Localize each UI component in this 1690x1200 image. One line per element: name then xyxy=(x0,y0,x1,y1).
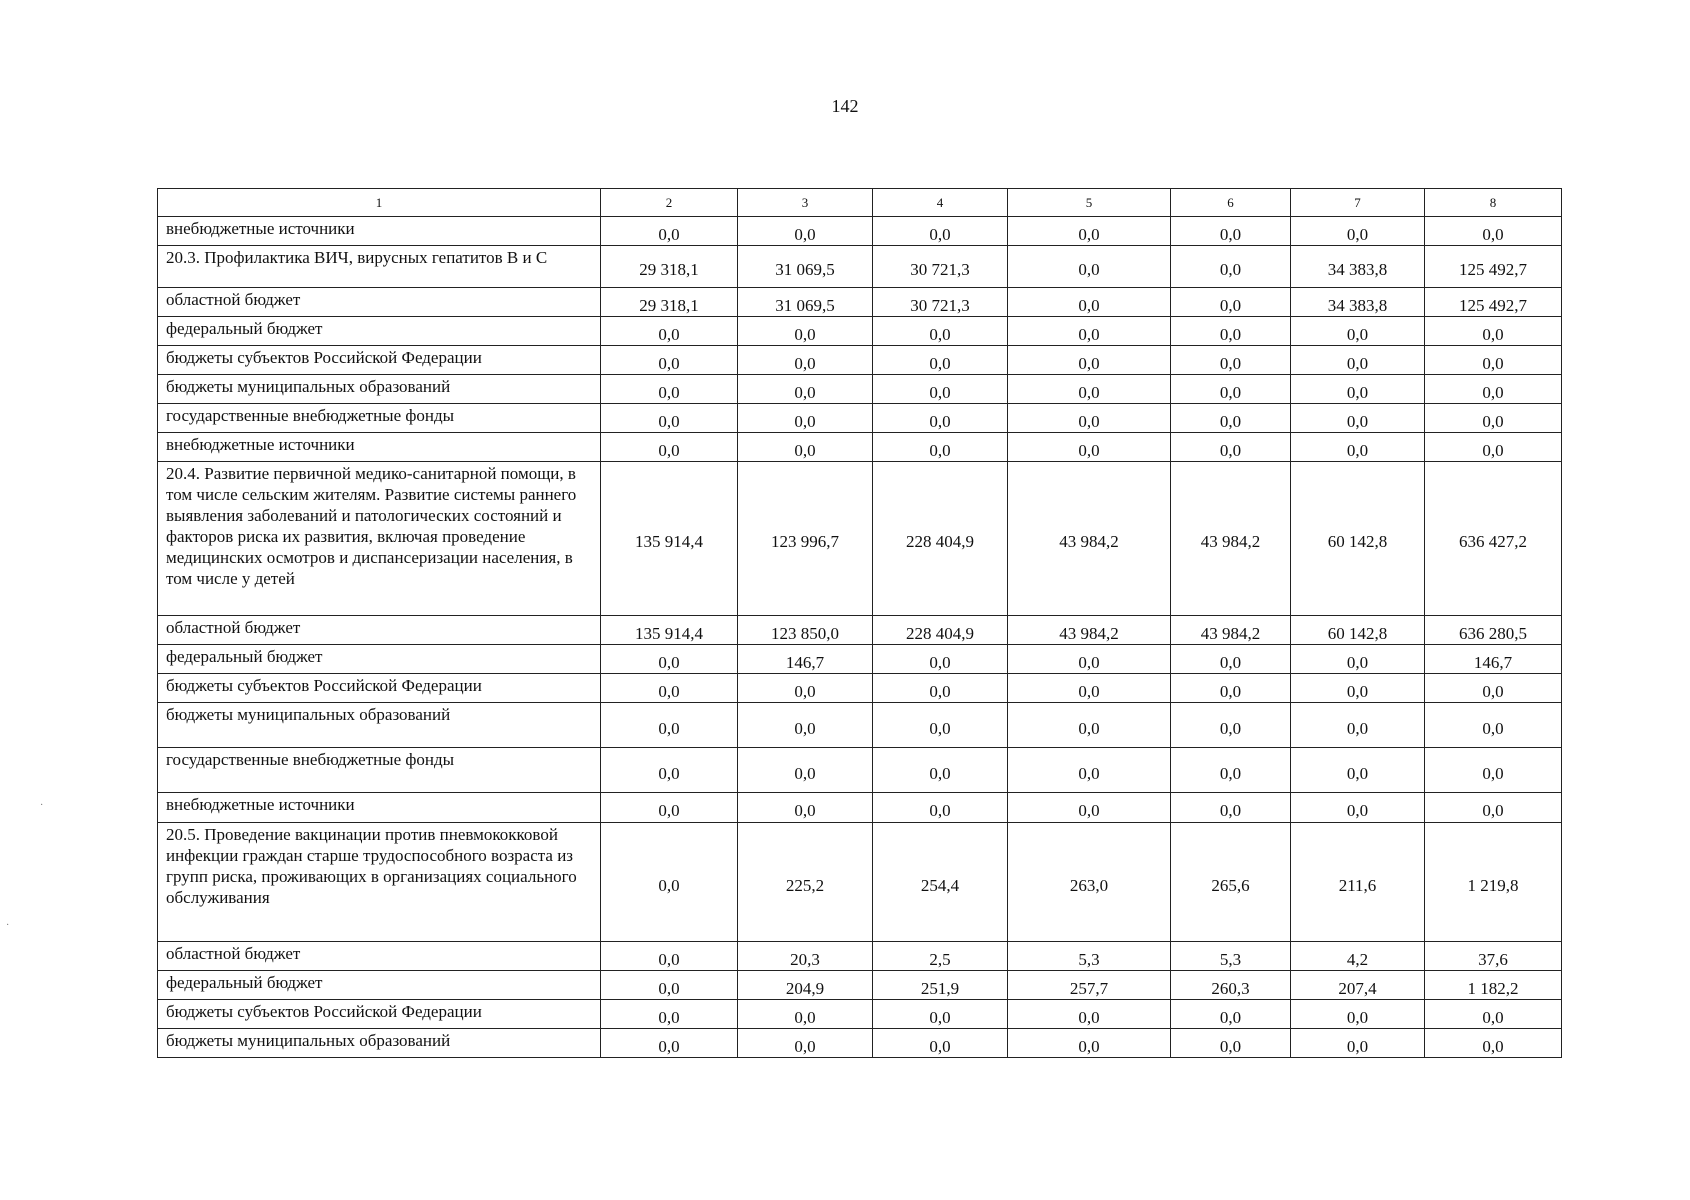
value-cell: 260,3 xyxy=(1171,971,1291,1000)
value-cell: 0,0 xyxy=(873,645,1008,674)
table-row xyxy=(158,1029,1562,1058)
value-cell: 60 142,8 xyxy=(1291,462,1425,616)
value-cell: 225,2 xyxy=(738,823,873,942)
value-cell: 4,2 xyxy=(1291,942,1425,971)
value-cell: 0,0 xyxy=(873,1029,1008,1058)
value-cell: 0,0 xyxy=(1171,217,1291,246)
value-cell: 0,0 xyxy=(873,703,1008,748)
value-cell: 0,0 xyxy=(873,346,1008,375)
value-cell: 0,0 xyxy=(1171,748,1291,793)
table-row xyxy=(158,971,1562,1000)
value-cell: 43 984,2 xyxy=(1008,616,1171,645)
value-cell: 0,0 xyxy=(1425,674,1562,703)
value-cell: 0,0 xyxy=(601,433,738,462)
value-cell: 254,4 xyxy=(873,823,1008,942)
value-cell: 125 492,7 xyxy=(1425,288,1562,317)
row-label: 20.4. Развитие первичной медико-санитарной помощи, в том числе сельским жителям. Развитие системы раннего выявления заболеваний и патологических состояний и факторов риска их развития, включая проведение медицинских осмотров и диспансеризации населения, в том числе у детей xyxy=(158,462,601,616)
scan-speck: · xyxy=(6,920,10,931)
value-cell: 0,0 xyxy=(1291,674,1425,703)
value-cell: 0,0 xyxy=(738,404,873,433)
value-cell: 30 721,3 xyxy=(873,288,1008,317)
column-number-cell: 5 xyxy=(1008,189,1171,217)
row-label: бюджеты муниципальных образований xyxy=(158,703,601,748)
value-cell: 0,0 xyxy=(1008,748,1171,793)
value-cell: 0,0 xyxy=(1425,703,1562,748)
value-cell: 0,0 xyxy=(1291,1000,1425,1029)
value-cell: 0,0 xyxy=(738,1029,873,1058)
value-cell: 0,0 xyxy=(1425,317,1562,346)
value-cell: 0,0 xyxy=(1291,375,1425,404)
value-cell: 0,0 xyxy=(1291,217,1425,246)
value-cell: 0,0 xyxy=(601,1000,738,1029)
column-number-cell: 1 xyxy=(158,189,601,217)
value-cell: 0,0 xyxy=(601,703,738,748)
value-cell: 0,0 xyxy=(873,433,1008,462)
value-cell: 0,0 xyxy=(738,793,873,823)
value-cell: 0,0 xyxy=(1171,288,1291,317)
table-row xyxy=(158,645,1562,674)
value-cell: 0,0 xyxy=(873,404,1008,433)
value-cell: 135 914,4 xyxy=(601,462,738,616)
value-cell: 0,0 xyxy=(738,217,873,246)
value-cell: 146,7 xyxy=(738,645,873,674)
value-cell: 0,0 xyxy=(1171,317,1291,346)
column-number-cell: 2 xyxy=(601,189,738,217)
value-cell: 0,0 xyxy=(1008,433,1171,462)
value-cell: 0,0 xyxy=(601,375,738,404)
value-cell: 0,0 xyxy=(1171,1000,1291,1029)
value-cell: 228 404,9 xyxy=(873,462,1008,616)
value-cell: 0,0 xyxy=(1291,793,1425,823)
table-row xyxy=(158,703,1562,748)
value-cell: 0,0 xyxy=(1291,404,1425,433)
row-label: областной бюджет xyxy=(158,942,601,971)
value-cell: 0,0 xyxy=(1008,793,1171,823)
header-row xyxy=(158,189,1562,217)
value-cell: 0,0 xyxy=(1008,246,1171,288)
row-label: 20.3. Профилактика ВИЧ, вирусных гепатитов В и С xyxy=(158,246,601,288)
value-cell: 0,0 xyxy=(873,748,1008,793)
value-cell: 0,0 xyxy=(738,375,873,404)
value-cell: 0,0 xyxy=(601,793,738,823)
value-cell: 251,9 xyxy=(873,971,1008,1000)
value-cell: 0,0 xyxy=(601,317,738,346)
scan-speck: · xyxy=(40,800,44,811)
funding-table xyxy=(157,188,1562,1058)
row-label: 20.5. Проведение вакцинации против пневмококковой инфекции граждан старше трудоспособного возраста из групп риска, проживающих в организациях социального обслуживания xyxy=(158,823,601,942)
value-cell: 0,0 xyxy=(1008,317,1171,346)
value-cell: 0,0 xyxy=(873,317,1008,346)
table-row xyxy=(158,748,1562,793)
table-row xyxy=(158,217,1562,246)
row-label: бюджеты субъектов Российской Федерации xyxy=(158,1000,601,1029)
value-cell: 636 280,5 xyxy=(1425,616,1562,645)
row-label: федеральный бюджет xyxy=(158,645,601,674)
value-cell: 0,0 xyxy=(1291,346,1425,375)
value-cell: 0,0 xyxy=(1008,375,1171,404)
value-cell: 0,0 xyxy=(873,375,1008,404)
row-label: внебюджетные источники xyxy=(158,793,601,823)
value-cell: 0,0 xyxy=(738,1000,873,1029)
value-cell: 34 383,8 xyxy=(1291,288,1425,317)
value-cell: 0,0 xyxy=(1171,645,1291,674)
value-cell: 0,0 xyxy=(1425,793,1562,823)
table-row xyxy=(158,1000,1562,1029)
value-cell: 37,6 xyxy=(1425,942,1562,971)
value-cell: 0,0 xyxy=(601,748,738,793)
row-label: бюджеты муниципальных образований xyxy=(158,1029,601,1058)
value-cell: 0,0 xyxy=(1008,1000,1171,1029)
value-cell: 20,3 xyxy=(738,942,873,971)
value-cell: 0,0 xyxy=(1291,1029,1425,1058)
value-cell: 0,0 xyxy=(1425,748,1562,793)
table-row xyxy=(158,288,1562,317)
value-cell: 0,0 xyxy=(1171,433,1291,462)
value-cell: 0,0 xyxy=(601,823,738,942)
value-cell: 0,0 xyxy=(1008,404,1171,433)
value-cell: 0,0 xyxy=(1171,793,1291,823)
value-cell: 0,0 xyxy=(1425,217,1562,246)
value-cell: 0,0 xyxy=(738,433,873,462)
column-number-cell: 7 xyxy=(1291,189,1425,217)
value-cell: 5,3 xyxy=(1171,942,1291,971)
table-row xyxy=(158,942,1562,971)
value-cell: 125 492,7 xyxy=(1425,246,1562,288)
value-cell: 636 427,2 xyxy=(1425,462,1562,616)
column-number-cell: 3 xyxy=(738,189,873,217)
value-cell: 31 069,5 xyxy=(738,288,873,317)
value-cell: 2,5 xyxy=(873,942,1008,971)
value-cell: 0,0 xyxy=(1008,346,1171,375)
table-row xyxy=(158,375,1562,404)
table-row xyxy=(158,823,1562,942)
value-cell: 0,0 xyxy=(1171,246,1291,288)
value-cell: 0,0 xyxy=(873,793,1008,823)
value-cell: 29 318,1 xyxy=(601,288,738,317)
value-cell: 0,0 xyxy=(738,674,873,703)
value-cell: 265,6 xyxy=(1171,823,1291,942)
value-cell: 0,0 xyxy=(738,748,873,793)
value-cell: 0,0 xyxy=(601,674,738,703)
value-cell: 43 984,2 xyxy=(1008,462,1171,616)
value-cell: 0,0 xyxy=(1008,645,1171,674)
table-row xyxy=(158,246,1562,288)
row-label: государственные внебюджетные фонды xyxy=(158,748,601,793)
value-cell: 0,0 xyxy=(1425,375,1562,404)
row-label: областной бюджет xyxy=(158,616,601,645)
value-cell: 0,0 xyxy=(1425,1000,1562,1029)
row-label: внебюджетные источники xyxy=(158,217,601,246)
value-cell: 0,0 xyxy=(601,1029,738,1058)
value-cell: 228 404,9 xyxy=(873,616,1008,645)
row-label: государственные внебюджетные фонды xyxy=(158,404,601,433)
value-cell: 0,0 xyxy=(1008,703,1171,748)
value-cell: 0,0 xyxy=(738,346,873,375)
value-cell: 1 182,2 xyxy=(1425,971,1562,1000)
value-cell: 0,0 xyxy=(738,703,873,748)
value-cell: 1 219,8 xyxy=(1425,823,1562,942)
value-cell: 43 984,2 xyxy=(1171,462,1291,616)
value-cell: 43 984,2 xyxy=(1171,616,1291,645)
value-cell: 123 850,0 xyxy=(738,616,873,645)
table-row xyxy=(158,317,1562,346)
value-cell: 30 721,3 xyxy=(873,246,1008,288)
value-cell: 0,0 xyxy=(1291,748,1425,793)
value-cell: 257,7 xyxy=(1008,971,1171,1000)
row-label: федеральный бюджет xyxy=(158,317,601,346)
value-cell: 0,0 xyxy=(601,404,738,433)
row-label: областной бюджет xyxy=(158,288,601,317)
value-cell: 31 069,5 xyxy=(738,246,873,288)
table-body xyxy=(158,189,1562,1058)
value-cell: 0,0 xyxy=(873,674,1008,703)
value-cell: 0,0 xyxy=(1291,645,1425,674)
table-row xyxy=(158,616,1562,645)
value-cell: 0,0 xyxy=(1425,404,1562,433)
table-row xyxy=(158,346,1562,375)
value-cell: 211,6 xyxy=(1291,823,1425,942)
value-cell: 0,0 xyxy=(601,645,738,674)
value-cell: 0,0 xyxy=(601,942,738,971)
value-cell: 0,0 xyxy=(601,346,738,375)
row-label: бюджеты субъектов Российской Федерации xyxy=(158,346,601,375)
column-number-cell: 6 xyxy=(1171,189,1291,217)
row-label: федеральный бюджет xyxy=(158,971,601,1000)
row-label: бюджеты муниципальных образований xyxy=(158,375,601,404)
value-cell: 0,0 xyxy=(1008,1029,1171,1058)
value-cell: 0,0 xyxy=(1171,375,1291,404)
value-cell: 0,0 xyxy=(1171,703,1291,748)
value-cell: 207,4 xyxy=(1291,971,1425,1000)
value-cell: 0,0 xyxy=(1425,433,1562,462)
value-cell: 135 914,4 xyxy=(601,616,738,645)
value-cell: 0,0 xyxy=(1171,674,1291,703)
value-cell: 0,0 xyxy=(873,1000,1008,1029)
value-cell: 123 996,7 xyxy=(738,462,873,616)
value-cell: 146,7 xyxy=(1425,645,1562,674)
value-cell: 0,0 xyxy=(1008,217,1171,246)
value-cell: 0,0 xyxy=(1291,317,1425,346)
value-cell: 0,0 xyxy=(1171,346,1291,375)
row-label: бюджеты субъектов Российской Федерации xyxy=(158,674,601,703)
value-cell: 5,3 xyxy=(1008,942,1171,971)
value-cell: 29 318,1 xyxy=(601,246,738,288)
table-row xyxy=(158,793,1562,823)
value-cell: 0,0 xyxy=(738,317,873,346)
page-number: 142 xyxy=(831,96,859,116)
value-cell: 0,0 xyxy=(1008,288,1171,317)
value-cell: 204,9 xyxy=(738,971,873,1000)
value-cell: 0,0 xyxy=(1425,346,1562,375)
table-row xyxy=(158,674,1562,703)
value-cell: 0,0 xyxy=(1171,1029,1291,1058)
table-row xyxy=(158,404,1562,433)
table-row xyxy=(158,433,1562,462)
value-cell: 0,0 xyxy=(601,971,738,1000)
value-cell: 263,0 xyxy=(1008,823,1171,942)
value-cell: 0,0 xyxy=(1291,433,1425,462)
value-cell: 60 142,8 xyxy=(1291,616,1425,645)
value-cell: 0,0 xyxy=(1425,1029,1562,1058)
column-number-cell: 4 xyxy=(873,189,1008,217)
table-row xyxy=(158,462,1562,616)
column-number-cell: 8 xyxy=(1425,189,1562,217)
value-cell: 0,0 xyxy=(601,217,738,246)
row-label: внебюджетные источники xyxy=(158,433,601,462)
value-cell: 0,0 xyxy=(1008,674,1171,703)
value-cell: 34 383,8 xyxy=(1291,246,1425,288)
value-cell: 0,0 xyxy=(873,217,1008,246)
value-cell: 0,0 xyxy=(1171,404,1291,433)
value-cell: 0,0 xyxy=(1291,703,1425,748)
